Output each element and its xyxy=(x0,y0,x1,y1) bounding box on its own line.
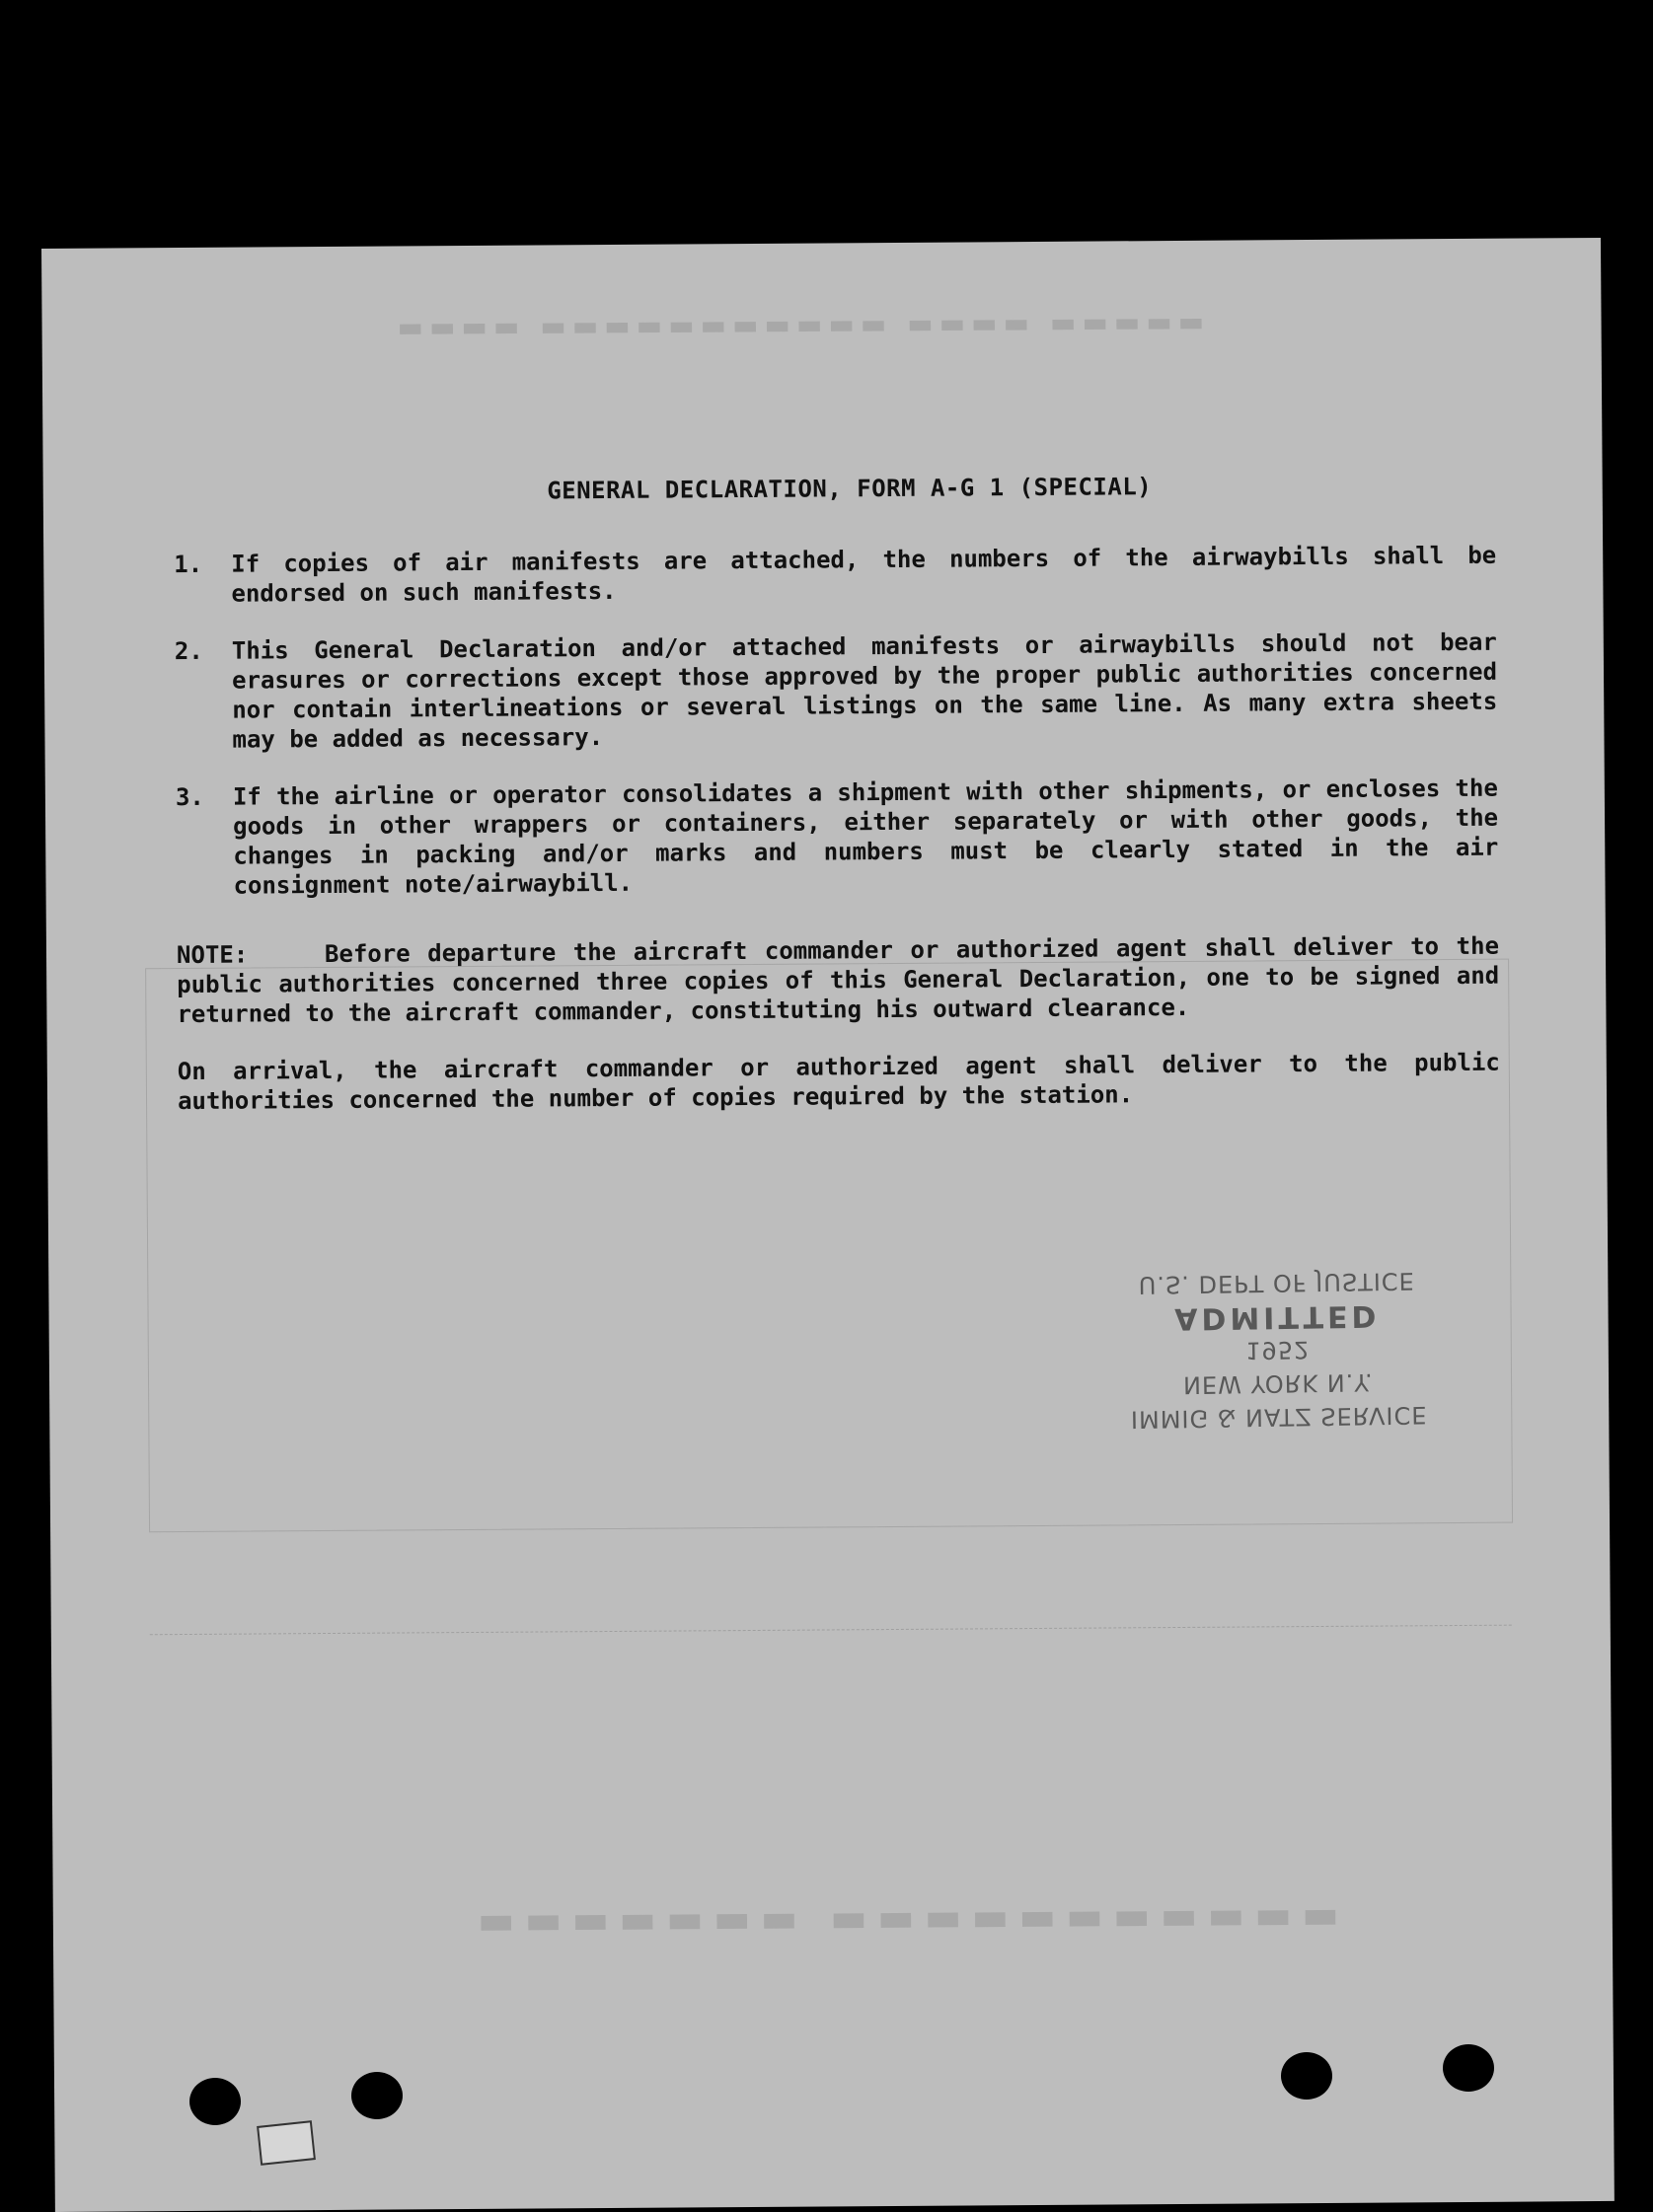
declaration-text xyxy=(174,470,1500,1116)
stamp-line: ADMITTED xyxy=(1173,1297,1381,1336)
note-paragraph xyxy=(177,931,1500,1029)
admitted-stamp xyxy=(1129,1264,1428,1437)
bleed-through-line xyxy=(150,1625,1512,1636)
paper-tab xyxy=(257,2120,316,2166)
page-title: GENERAL DECLARATION, FORM A-G 1 (SPECIAL) xyxy=(547,473,1153,505)
stamp-line: IMMIG & NATZ SERVICE xyxy=(1130,1400,1428,1434)
stamp-line: NEW YORK N.Y. xyxy=(1182,1367,1374,1399)
punch-hole xyxy=(1281,2052,1332,2100)
item-text: If copies of air manifests are attached, the numbers of the airwaybills shall be endorsed on such manifests. xyxy=(231,541,1497,608)
item-number: 2. xyxy=(174,636,203,666)
note-text: Before departure the aircraft commander or authorized agent shall deliver to the public authorities concerned three copies of this General Declaration, one to be signed and returned to the aircraft commander, constituting his outward clearance. xyxy=(177,931,1500,1029)
bleed-through-text-bottom: ▬▬▬▬▬▬▬ ▬▬▬▬▬▬▬▬▬▬▬ xyxy=(477,1896,1350,1949)
item-text: This General Declaration and/or attached manifests or airwaybills should not bear erasures or corrections except those approved by the proper public authorities concerned nor contain interlineations or several listings on the same line. As many extra sheets may be added as necessary. xyxy=(231,627,1498,754)
list-item xyxy=(174,541,1496,609)
list-item xyxy=(176,774,1499,901)
list-item xyxy=(175,627,1498,755)
stamp-line: 1952 xyxy=(1245,1335,1311,1364)
stamp-line: U.S. DEPT OF JUSTICE xyxy=(1138,1267,1415,1299)
punch-hole xyxy=(351,2072,403,2119)
bleed-through-text-top: ▬▬▬▬ ▬▬▬▬▬▬▬▬▬▬▬ ▬▬▬▬ ▬▬▬▬▬ xyxy=(397,309,1211,348)
note-label: NOTE: xyxy=(176,940,249,970)
document-page xyxy=(41,238,1615,2212)
item-number: 3. xyxy=(175,782,204,812)
punch-hole xyxy=(1443,2044,1494,2092)
punch-hole xyxy=(189,2078,241,2125)
item-text: If the airline or operator consolidates a shipment with other shipments, or encloses the goods in other wrappers or containers, either separately or with other goods, the changes in packing and/or marks and numbers must be clearly stated in the air consignment note/airwaybill. xyxy=(232,774,1499,900)
arrival-paragraph: On arrival, the aircraft commander or authorized agent shall deliver to the public authorities concerned the number of copies required by the station. xyxy=(177,1048,1500,1116)
item-number: 1. xyxy=(174,550,203,579)
